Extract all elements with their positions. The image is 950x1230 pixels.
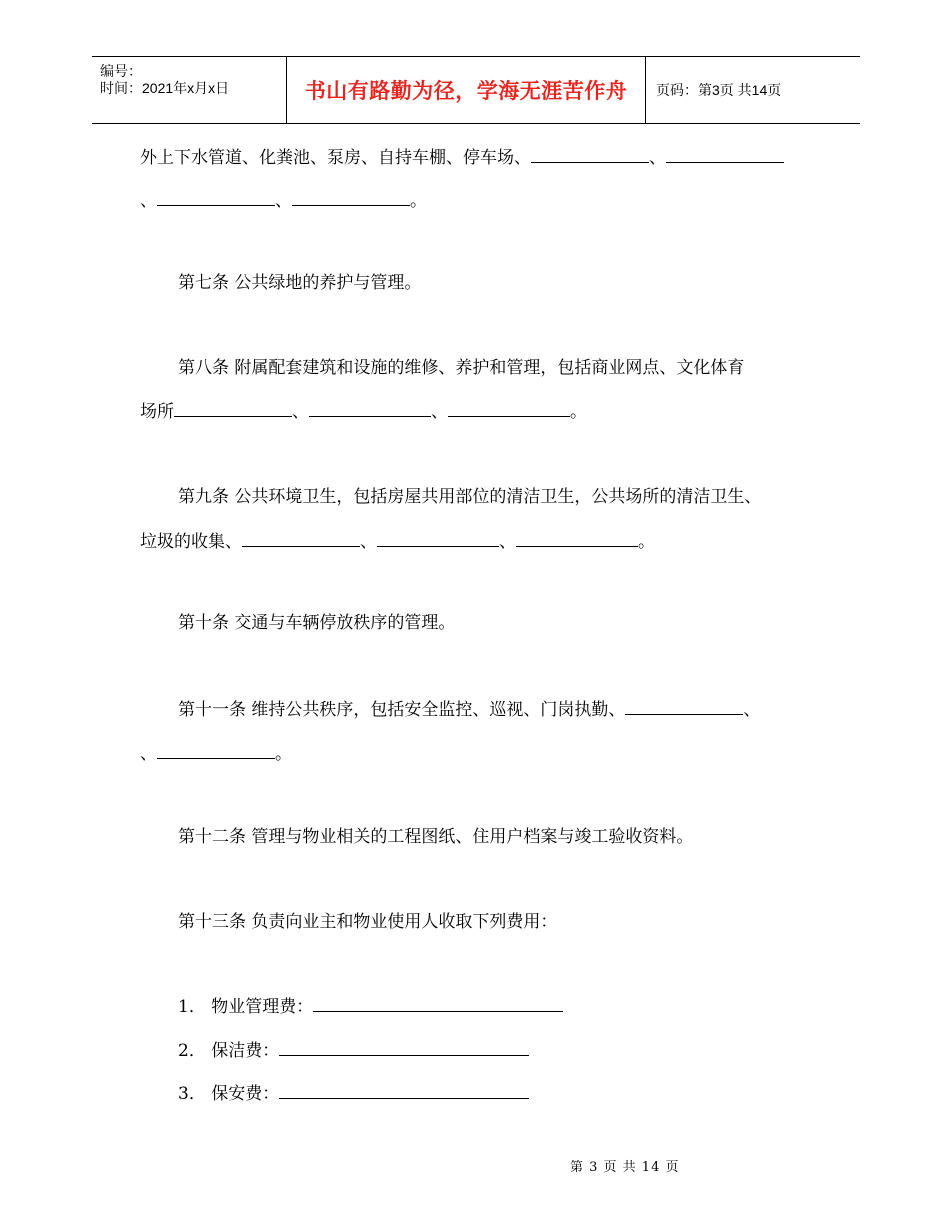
page-footer: 第 3 页 共 14 页 (570, 1160, 680, 1175)
fill-blank[interactable] (279, 1082, 529, 1099)
article-11-line-1 (178, 698, 760, 721)
separator: 、 (743, 700, 761, 720)
line-text: 场所 (140, 402, 174, 422)
fill-blank[interactable] (377, 530, 499, 547)
fee-item-management (178, 995, 563, 1018)
fill-blank[interactable] (516, 530, 638, 547)
fill-blank[interactable] (625, 698, 743, 715)
article-8-line-2 (140, 400, 587, 423)
header-page-number: 页码：第3页 共14页 (656, 82, 782, 98)
fill-blank[interactable] (157, 189, 275, 206)
article-9-line-2 (140, 530, 655, 553)
line-text: 垃圾的收集、 (140, 532, 242, 552)
article-13: 第十三条 负责向业主和物业使用人收取下列费用： (178, 912, 558, 932)
line-text: 第十一条 维持公共秩序，包括安全监控、巡视、门岗执勤、 (178, 700, 626, 720)
separator: 、 (431, 402, 448, 422)
article-9-line-1: 第九条 公共环境卫生，包括房屋共用部位的清洁卫生，公共场所的清洁卫生、 (178, 487, 762, 507)
article-12: 第十二条 管理与物业相关的工程图纸、住用户档案与竣工验收资料。 (178, 827, 694, 847)
document-time-label: 时间：2021年x月x日 (100, 80, 230, 96)
article-7: 第七条 公共绿地的养护与管理。 (178, 273, 422, 293)
line-text: 外上下水管道、化粪池、泵房、自持车棚、停车场、 (140, 148, 531, 168)
header-page-cell (646, 57, 860, 123)
article-11-line-2 (140, 742, 292, 765)
motto-text: 书山有路勤为径，学海无涯苦作舟 (304, 79, 628, 103)
separator: 、 (140, 744, 157, 764)
separator: 、 (292, 402, 309, 422)
fee-item-security (178, 1082, 529, 1105)
paragraph-line (140, 189, 427, 212)
period: 。 (638, 532, 655, 552)
header-motto-cell (286, 57, 646, 123)
separator: 、 (649, 148, 666, 168)
separator: 、 (360, 532, 377, 552)
fill-blank[interactable] (157, 742, 275, 759)
separator: 、 (499, 532, 516, 552)
fee-label: 3． 保安费： (178, 1084, 280, 1104)
fee-label: 2． 保洁费： (178, 1041, 280, 1061)
header-meta-cell (92, 57, 286, 123)
paragraph-line (140, 146, 784, 169)
fill-blank[interactable] (174, 400, 292, 417)
separator: 、 (140, 191, 157, 211)
page-header (92, 56, 860, 124)
period: 。 (570, 402, 587, 422)
fee-label: 1． 物业管理费： (178, 997, 314, 1017)
period: 。 (275, 744, 292, 764)
fill-blank[interactable] (309, 400, 431, 417)
fill-blank[interactable] (279, 1039, 529, 1056)
fill-blank[interactable] (292, 189, 410, 206)
fill-blank[interactable] (242, 530, 360, 547)
fill-blank[interactable] (448, 400, 570, 417)
fill-blank[interactable] (666, 146, 784, 163)
article-8-line-1: 第八条 附属配套建筑和设施的维修、养护和管理，包括商业网点、文化体育 (178, 358, 745, 378)
fill-blank[interactable] (531, 146, 649, 163)
period: 。 (410, 191, 427, 211)
fill-blank[interactable] (313, 995, 563, 1012)
document-number-label: 编号： (100, 63, 142, 79)
fee-item-cleaning (178, 1039, 529, 1062)
article-10: 第十条 交通与车辆停放秩序的管理。 (178, 613, 456, 633)
separator: 、 (275, 191, 292, 211)
